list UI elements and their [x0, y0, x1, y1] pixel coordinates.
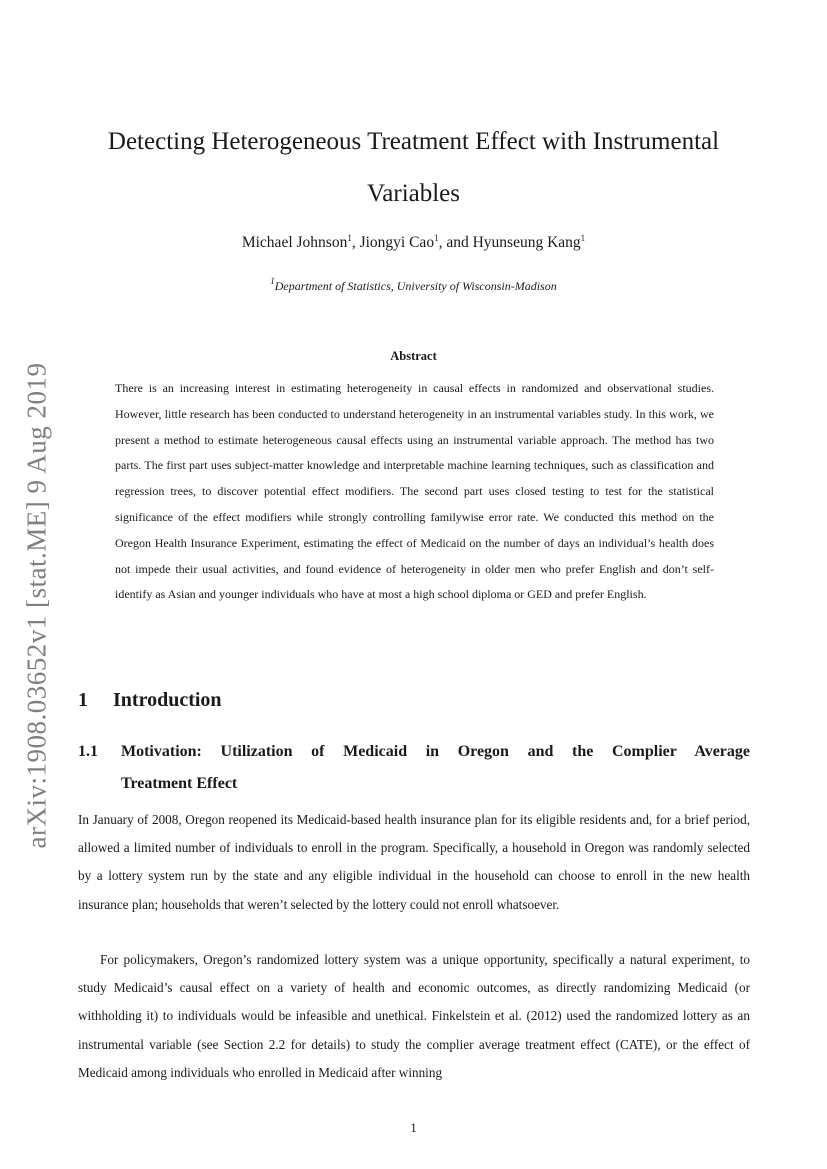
subsection-title	[78, 736, 750, 800]
author-affil-mark: 1	[347, 233, 352, 243]
subsection-heading	[78, 736, 750, 800]
affiliation	[0, 276, 827, 294]
author-affil-mark: 1	[580, 233, 586, 243]
author-separator: , and	[438, 234, 473, 251]
arxiv-stamp	[18, 355, 56, 855]
body-paragraph: For policymakers, Oregon’s randomized lottery system was a unique opportunity, specifically a natural experiment, to study Medicaid’s causal effect on a variety of health and economic outcomes, as directly randomizing Medicaid (or withholding it) to individuals would be infeasible and unethical. Finkelstein et al. (2012) used the randomized lottery as an instrumental variable (see Section 2.2 for details) to study the complier average treatment effect (CATE), or the effect of Medicaid among individuals who enrolled in Medicaid after winning	[78, 952, 750, 1080]
author-separator: ,	[351, 234, 360, 251]
abstract-body: There is an increasing interest in estimating heterogeneity in causal effects in randomized and observational studies. However, little research has been conducted to understand heterogeneity in an instrumental variables study. In this work, we present a method to estimate heterogeneous causal effects using an instrumental variable approach. The method has two parts. The first part uses subject-matter knowledge and interpretable machine learning techniques, such as classification and regression trees, to discover potential effect modifiers. The second part uses closed testing to test for the statistical significance of the effect modifiers while strongly controlling familywise error rate. We conducted this method on the Oregon Health Insurance Experiment, estimating the effect of Medicaid on the number of days an individual’s health does not impede their usual activities, and found evidence of heterogeneity in older men who prefer English and don’t self-identify as Asian and younger individuals who have at most a high school diploma or GED and prefer English.	[115, 381, 714, 602]
page-number: 1	[410, 1120, 417, 1135]
subsection-number: 1.1	[78, 743, 98, 760]
affiliation-mark: 1	[270, 276, 275, 286]
affiliation-text: Department of Statistics, University of Wisconsin-Madison	[274, 279, 557, 293]
abstract-heading: Abstract	[390, 349, 437, 363]
section-title: Introduction	[113, 689, 222, 711]
author-name: Jiongyi Cao	[359, 234, 435, 251]
subsection-title-line-2: Treatment Effect	[121, 775, 238, 792]
section-heading	[78, 689, 222, 712]
section-number: 1	[78, 689, 88, 711]
paper-title: Detecting Heterogeneous Treatment Effect with Instrumental Variables	[107, 128, 720, 207]
author-affil-mark: 1	[434, 233, 439, 243]
author-name: Michael Johnson	[241, 234, 348, 251]
subsection-title-line-1: Motivation: Utilization of Medicaid in Oregon and the Complier Average	[121, 743, 750, 760]
author-list	[0, 233, 827, 252]
body-paragraph: In January of 2008, Oregon reopened its Medicaid-based health insurance plan for its eligible residents and, for a brief period, allowed a limited number of individuals to enroll in the program. Specifically, a household in Oregon was randomly selected by a lottery system run by the state and any eligible individual in the household can choose to enroll in the new health insurance plan; households that weren’t selected by the lottery could not enroll whatsoever.	[78, 812, 750, 912]
arxiv-identifier: arXiv:1908.03652v1 [stat.ME] 9 Aug 2019	[21, 362, 52, 848]
author-name: Hyunseung Kang	[472, 234, 581, 251]
